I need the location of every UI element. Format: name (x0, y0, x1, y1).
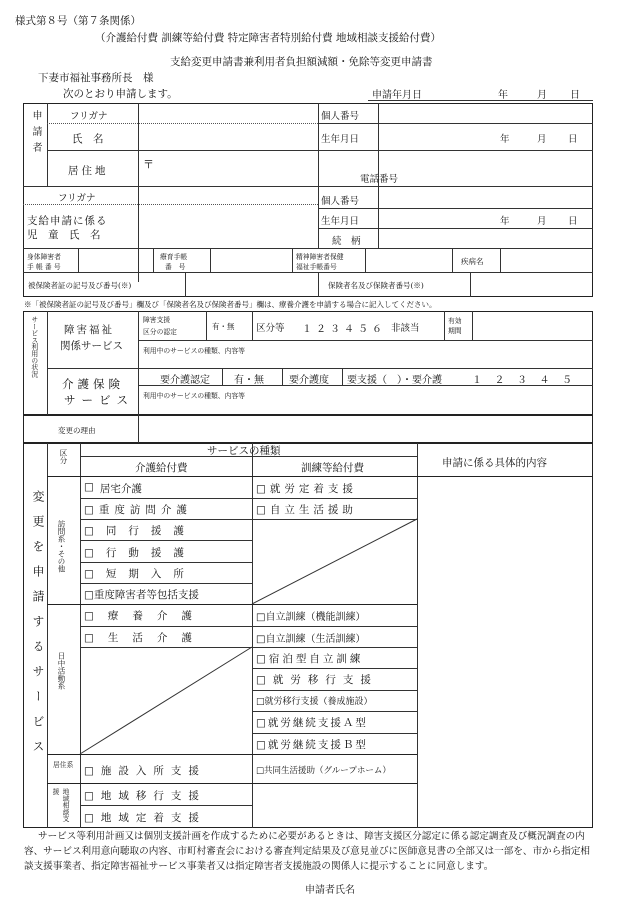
care-level-label: 要介護度 (289, 375, 329, 386)
service-label: 地域定着支援 (100, 812, 206, 824)
insurer-number-label: 保険者名及び保険者番号(※) (328, 281, 424, 290)
service-label: 重度訪問介護 (98, 504, 192, 516)
day-activity-category-label: 日中活動系 (57, 652, 66, 690)
mental-handbook-label-2: 福祉手帳番号 (296, 263, 337, 271)
training-benefits-header: 訓練等給付費 (301, 462, 364, 474)
service-label: 地域移行支援 (100, 790, 206, 802)
service-label: 療養介護 (107, 610, 206, 622)
intro-text: 次のとおり申請します。 (63, 88, 178, 100)
form-number: 様式第８号（第７条関係） (15, 15, 141, 27)
applicant-personal-number-label: 個人番号 (321, 111, 360, 122)
support-cert-yes-no: 有・無 (212, 322, 235, 331)
service-residential-care[interactable] (84, 763, 206, 778)
applicant-group-label: 申請者 (30, 110, 41, 158)
applicant-furigana-label: フリガナ (70, 111, 108, 122)
care-cert-yes-no: 有・無 (234, 375, 264, 386)
care-level-5: ５ (562, 375, 572, 386)
service-community-0[interactable] (84, 788, 206, 803)
service-label: 短期入所 (105, 568, 196, 580)
rehab-handbook-label-1: 療育手帳 (160, 253, 188, 261)
child-label-line2: 児 童 氏 名 (27, 229, 101, 241)
details-header: 申請に係る具体的内容 (442, 457, 547, 469)
service-label: 就労継続支援Ｂ型 (267, 739, 368, 751)
child-relationship-label: 続 柄 (332, 236, 361, 247)
application-date-label: 申請年月日 (372, 90, 422, 101)
insured-note: ※「被保険者証の記号及び番号」欄及び「保険者名及び保険者番号」欄は、療養介護を申請する場合に記入してください。 (24, 300, 437, 309)
day-care-empty-diagonal (80, 647, 252, 754)
service-label: 居宅介護 (99, 483, 142, 495)
service-label: 生活介護 (107, 632, 206, 644)
care-cert-label: 要介護認定 (160, 375, 210, 386)
change-reason-label: 変更の理由 (58, 426, 96, 435)
service-label: 自立訓練（生活訓練） (265, 634, 366, 645)
benefit-types: （介護給付費 訓練等給付費 特定障害者特別給付費 地域相談支援給付費） (95, 32, 442, 44)
form-title: 支給変更申請書兼利用者負担額減額・免除等変更申請書 (170, 56, 433, 68)
welfare-service-label-1: 障害福祉 (64, 324, 114, 336)
service-label: 自立生活援助 (269, 504, 357, 516)
residential-category-label: 居住系 (53, 761, 74, 769)
validity-label-2: 期間 (448, 327, 462, 335)
class-level-2: ２ (316, 324, 326, 335)
date-year-unit: 年 (498, 90, 508, 101)
child-birth-year-unit: 年 (500, 216, 510, 227)
applicant-signature-label: 申請者氏名 (305, 885, 355, 896)
checkbox-icon (256, 766, 264, 776)
visiting-category-label: 訪問系・その他 (57, 520, 66, 573)
care-benefits-header: 介護給付費 (135, 462, 188, 474)
care-level-4: ４ (539, 375, 550, 386)
support-need-label: 要支援（ ）・要介護 (347, 375, 442, 386)
child-birth-day-unit: 日 (568, 216, 578, 227)
service-label: 施設入所支援 (100, 765, 206, 777)
applicant-birth-month-unit: 月 (537, 134, 547, 145)
child-birth-date-label: 生年月日 (321, 216, 360, 227)
child-birth-month-unit: 月 (537, 216, 547, 227)
child-personal-number-label: 個人番号 (321, 196, 360, 207)
service-label: 就労継続支援Ａ型 (267, 717, 368, 729)
care-insurance-label-1: 介護保険 (62, 377, 124, 391)
service-community-1[interactable] (84, 810, 206, 825)
service-label: 就労移行支援 (272, 674, 378, 686)
service-label: 就労定着支援 (269, 483, 357, 495)
class-level-4: ４ (344, 324, 354, 335)
care-level-3: ３ (517, 375, 527, 386)
child-label-line1: 支給申請に係る (27, 215, 108, 227)
date-month-unit: 月 (537, 90, 547, 101)
service-status-vertical-label: サービス利用の状況 (29, 316, 38, 378)
support-cert-label-1: 障害支援 (143, 316, 171, 324)
community-category-label: 地域相談支援 (51, 788, 69, 822)
applicant-birth-year-unit: 年 (500, 134, 510, 145)
service-label: 就労移行支援（養成施設） (264, 697, 373, 707)
checkbox-icon (84, 812, 101, 824)
checkbox-icon (84, 765, 101, 777)
support-class-label: 区分等 (256, 323, 285, 334)
service-label: 宿泊型自立訓練 (268, 653, 364, 665)
rehab-handbook-label-2: 番 号 (165, 263, 186, 271)
care-level-1: １ (472, 375, 482, 386)
visiting-training-empty-diagonal (252, 519, 417, 604)
applicant-birth-day-unit: 日 (568, 134, 578, 145)
insured-number-label: 被保険者証の記号及び番号(※) (28, 281, 132, 290)
service-residential-training[interactable] (256, 764, 391, 776)
validity-label-1: 有効 (448, 317, 462, 325)
care-insurance-label-2: サービス (64, 393, 134, 407)
checkbox-icon (84, 790, 101, 802)
welfare-service-label-2: 関係サービス (60, 340, 123, 352)
mental-handbook-label-1: 精神障害者保健 (296, 253, 344, 261)
service-types-header: サービスの種類 (207, 445, 281, 457)
addressee: 下妻市福祉事務所長 様 (38, 72, 154, 84)
class-level-6: ６ (372, 324, 382, 335)
service-label: 重度障害者等包括支援 (93, 589, 199, 601)
applicant-phone-label: 電話番号 (360, 174, 399, 185)
service-label: 自立訓練（機能訓練） (265, 612, 366, 623)
class-level-3: ３ (330, 324, 340, 335)
class-level-5: ５ (358, 324, 368, 335)
care-level-2: ２ (494, 375, 505, 386)
applicant-name-label: 氏 名 (72, 133, 104, 145)
category-header: 区分 (59, 449, 68, 464)
service-label: 共同生活援助（グループホーム） (264, 766, 391, 776)
applicant-birth-date-label: 生年月日 (321, 134, 360, 145)
class-level-1: １ (302, 324, 312, 335)
support-cert-label-2: 区分の認定 (143, 328, 177, 336)
welfare-in-use-label: 利用中のサービスの種類、内容等 (143, 347, 245, 355)
consent-text: サービス等利用計画又は個別支援計画を作成するために必要があるときは、障害支援区分認定に係る認定調査及び概況調査の内容、サービス利用意向聴取の内容、市町村審査会における審査判定結果及び意見並びに医師意見書の全部又は一部を、市から指定相談支援事業者、指定障害福祉サービス事業者又は指定障害者支援施設の関係人に提示することに同意します。 (24, 831, 591, 872)
service-label: 同行援護 (105, 525, 196, 537)
physical-handbook-label-1: 身体障害者 (27, 253, 61, 261)
services-vertical-label: 変更を申請するサービス (31, 490, 45, 765)
physical-handbook-label-2: 手 帳 番 号 (27, 263, 61, 271)
care-in-use-label: 利用中のサービスの種類、内容等 (143, 392, 245, 400)
disease-label: 疾病名 (461, 257, 484, 266)
applicant-address-label: 居住地 (68, 165, 109, 177)
child-furigana-label: フリガナ (58, 193, 96, 204)
postal-mark: 〒 (143, 158, 154, 171)
date-day-unit: 日 (570, 90, 580, 101)
service-label: 行動援護 (105, 547, 196, 559)
not-applicable-label: 非該当 (391, 323, 420, 334)
